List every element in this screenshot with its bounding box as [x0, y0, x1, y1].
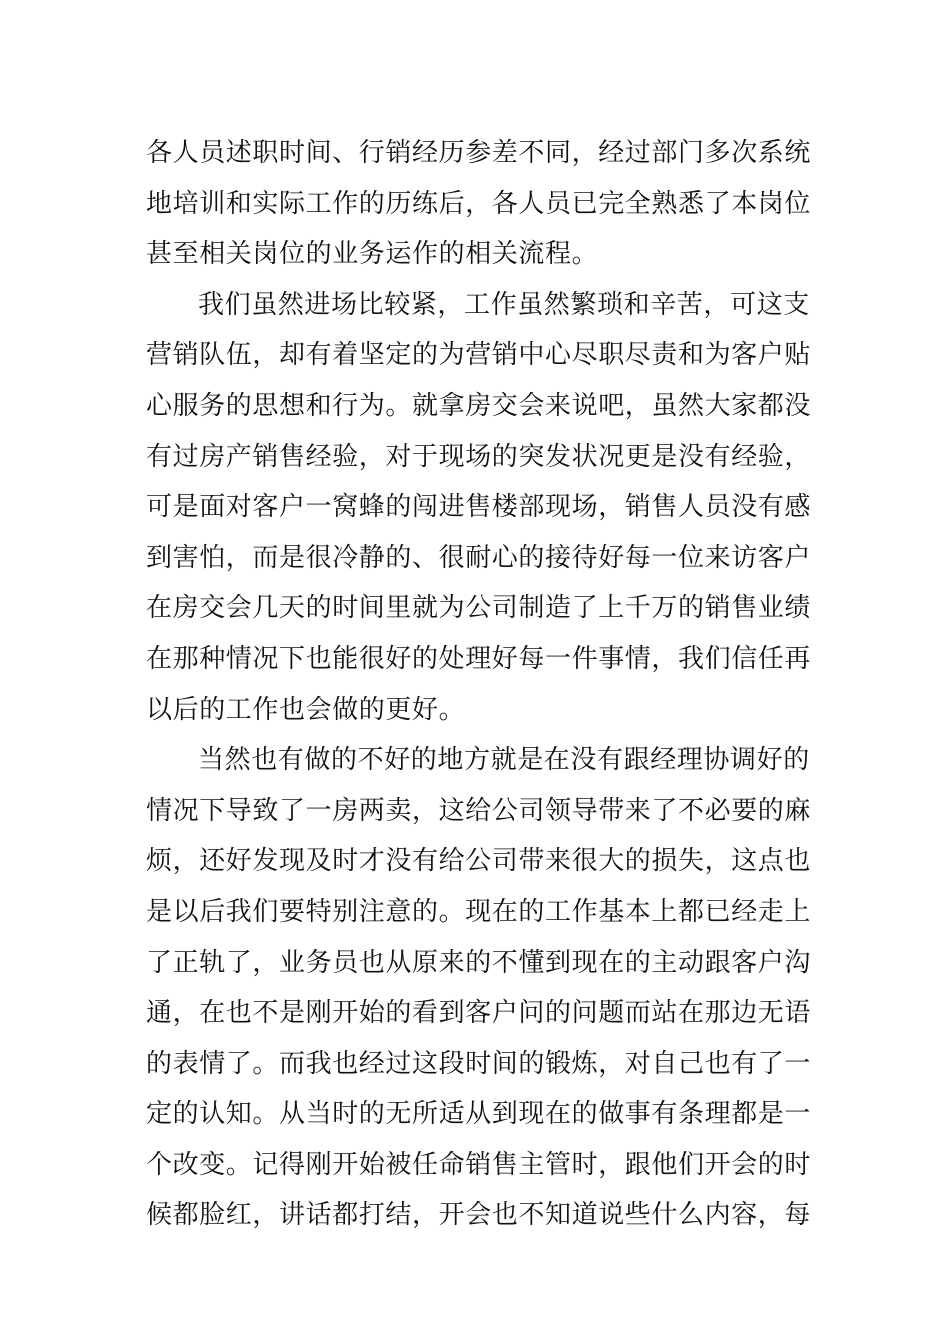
paragraph-first-line: 我们虽然进场比较紧，工作虽然繁琐和辛苦，可这支	[198, 289, 810, 320]
text-line: 甚至相关岗位的业务运作的相关流程。	[146, 239, 599, 270]
text-line: 有过房产销售经验，对于现场的突发状况更是没有经验，	[146, 441, 812, 472]
text-line: 在那种情况下也能很好的处理好每一件事情，我们信任再	[146, 643, 812, 674]
text-line: 各人员述职时间、行销经历参差不同，经过部门多次系统	[146, 138, 812, 168]
text-line: 以后的工作也会做的更好。	[146, 694, 466, 725]
text-line: 个改变。记得刚开始被任命销售主管时，跟他们开会的时	[146, 1149, 812, 1180]
text-line: 地培训和实际工作的历练后，各人员已完全熟悉了本岗位	[146, 188, 812, 219]
text-line: 心服务的思想和行为。就拿房交会来说吧，虽然大家都没	[146, 390, 812, 421]
paragraph-first-line: 当然也有做的不好的地方就是在没有跟经理协调好的	[198, 745, 810, 776]
text-line: 营销队伍，却有着坚定的为营销中心尽职尽责和为客户贴	[146, 340, 812, 371]
text-line: 了正轨了，业务员也从原来的不懂到现在的主动跟客户沟	[146, 947, 812, 978]
document-body	[146, 128, 816, 1241]
text-line: 情况下导致了一房两卖，这给公司领导带来了不必要的麻	[146, 795, 812, 826]
text-line: 通，在也不是刚开始的看到客户问的问题而站在那边无语	[146, 998, 812, 1029]
text-line: 候都脸红，讲话都打结，开会也不知道说些什么内容，每	[146, 1200, 812, 1231]
text-line: 是以后我们要特别注意的。现在的工作基本上都已经走上	[146, 896, 812, 927]
text-line: 到害怕，而是很冷静的、很耐心的接待好每一位来访客户	[146, 542, 812, 573]
text-line: 的表情了。而我也经过这段时间的锻炼，对自己也有了一	[146, 1048, 812, 1079]
text-line: 在房交会几天的时间里就为公司制造了上千万的销售业绩	[146, 593, 812, 624]
text-line: 可是面对客户一窝蜂的闯进售楼部现场，销售人员没有感	[146, 492, 812, 523]
text-line: 定的认知。从当时的无所适从到现在的做事有条理都是一	[146, 1099, 812, 1130]
text-line: 烦，还好发现及时才没有给公司带来很大的损失，这点也	[146, 846, 812, 877]
